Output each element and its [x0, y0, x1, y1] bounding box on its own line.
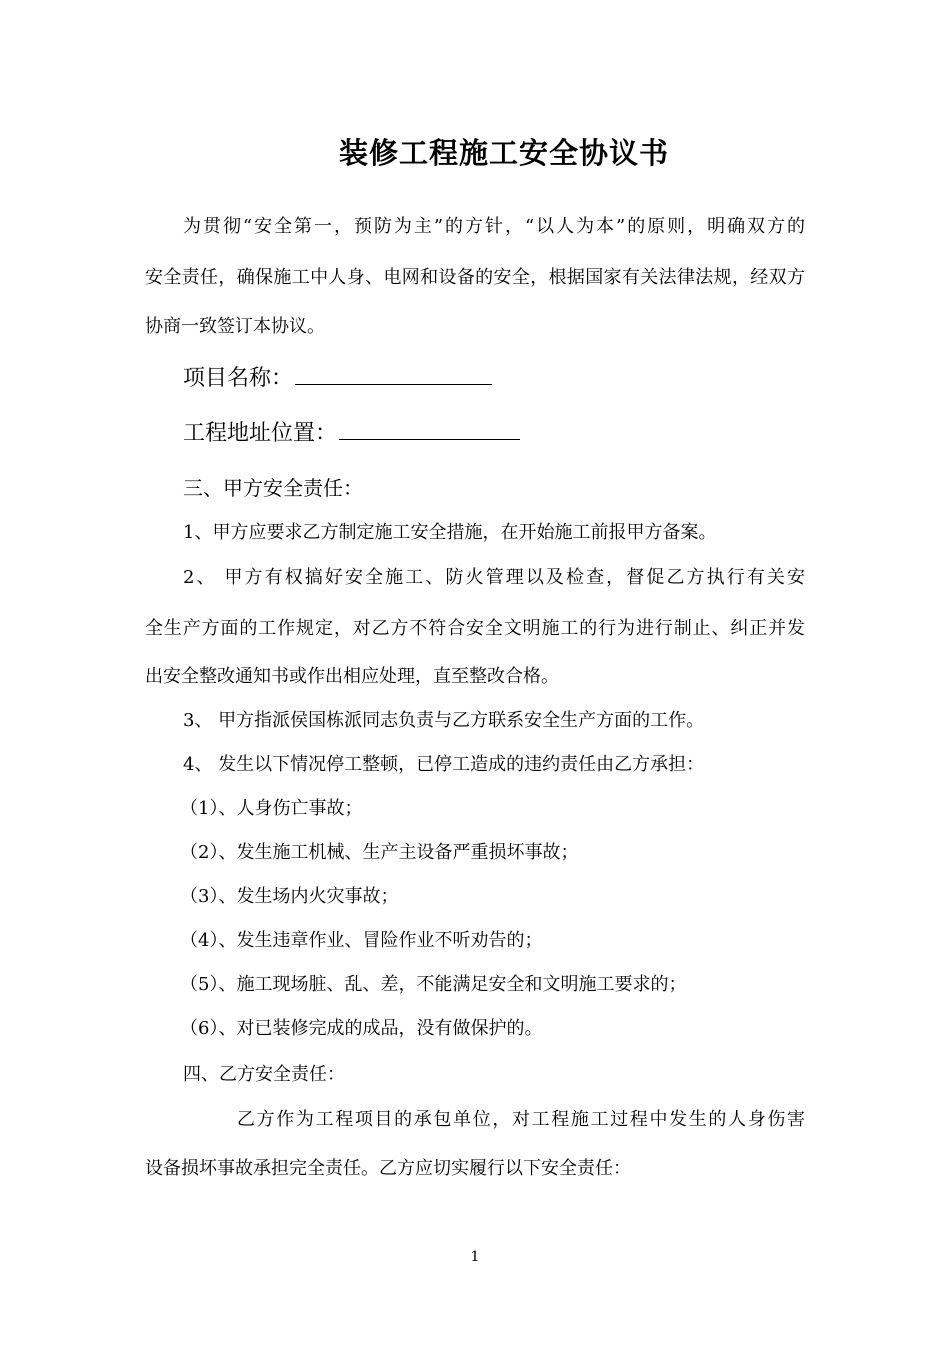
section3-heading: 三、甲方安全责任：	[183, 476, 363, 500]
section3-subitem-5: （5）、施工现场脏、乱、差，不能满足安全和文明施工要求的；	[180, 974, 687, 995]
section3-item-4: 4、 发生以下情况停工整顿，已停工造成的违约责任由乙方承担：	[183, 754, 705, 775]
project-name-label: 项目名称：	[183, 366, 294, 391]
intro-line-2: 安全责任，确保施工中人身、电网和设备的安全，根据国家有关法律法规，经双方	[145, 267, 805, 288]
section4-para-line-1: 乙方作为工程项目的承包单位，对工程施工过程中发生的人身伤害	[237, 1109, 805, 1130]
section3-item-3: 3、 甲方指派侯国栋派同志负责与乙方联系安全生产方面的工作。	[183, 710, 705, 731]
section3-subitem-3: （3）、发生场内火灾事故；	[180, 886, 399, 907]
section3-item-2-line-2: 全生产方面的工作规定，对乙方不符合安全文明施工的行为进行制止、纠正并发	[145, 618, 805, 639]
section3-item-2-line-1: 2、 甲方有权搞好安全施工、防火管理以及检查，督促乙方执行有关安	[183, 567, 805, 588]
project-address-label: 工程地址位置：	[183, 421, 338, 446]
intro-line-3: 协商一致签订本协议。	[145, 316, 325, 337]
project-address-field	[183, 419, 520, 448]
section3-subitem-6: （6）、对已装修完成的成品，没有做保护的。	[180, 1018, 543, 1039]
document-title: 装修工程施工安全协议书	[338, 136, 669, 170]
project-address-blank	[339, 419, 520, 440]
section3-subitem-2: （2）、发生施工机械、生产主设备严重损坏事故；	[180, 842, 579, 863]
page-number: 1	[470, 1249, 480, 1265]
intro-line-1: 为贯彻“安全第一，预防为主”的方针，“以人为本”的原则，明确双方的	[183, 216, 805, 237]
project-name-blank	[295, 364, 492, 385]
project-name-field	[183, 364, 492, 393]
section3-subitem-4: （4）、发生违章作业、冒险作业不听劝告的；	[180, 930, 543, 951]
section3-subitem-1: （1）、人身伤亡事故；	[180, 798, 363, 819]
section4-heading: 四、乙方安全责任：	[183, 1064, 345, 1085]
section3-item-2-line-3: 出安全整改通知书或作出相应处理，直至整改合格。	[145, 666, 559, 687]
section4-para-line-2: 设备损坏事故承担完全责任。乙方应切实履行以下安全责任：	[145, 1158, 631, 1179]
section3-item-1: 1、甲方应要求乙方制定施工安全措施，在开始施工前报甲方备案。	[183, 522, 717, 543]
